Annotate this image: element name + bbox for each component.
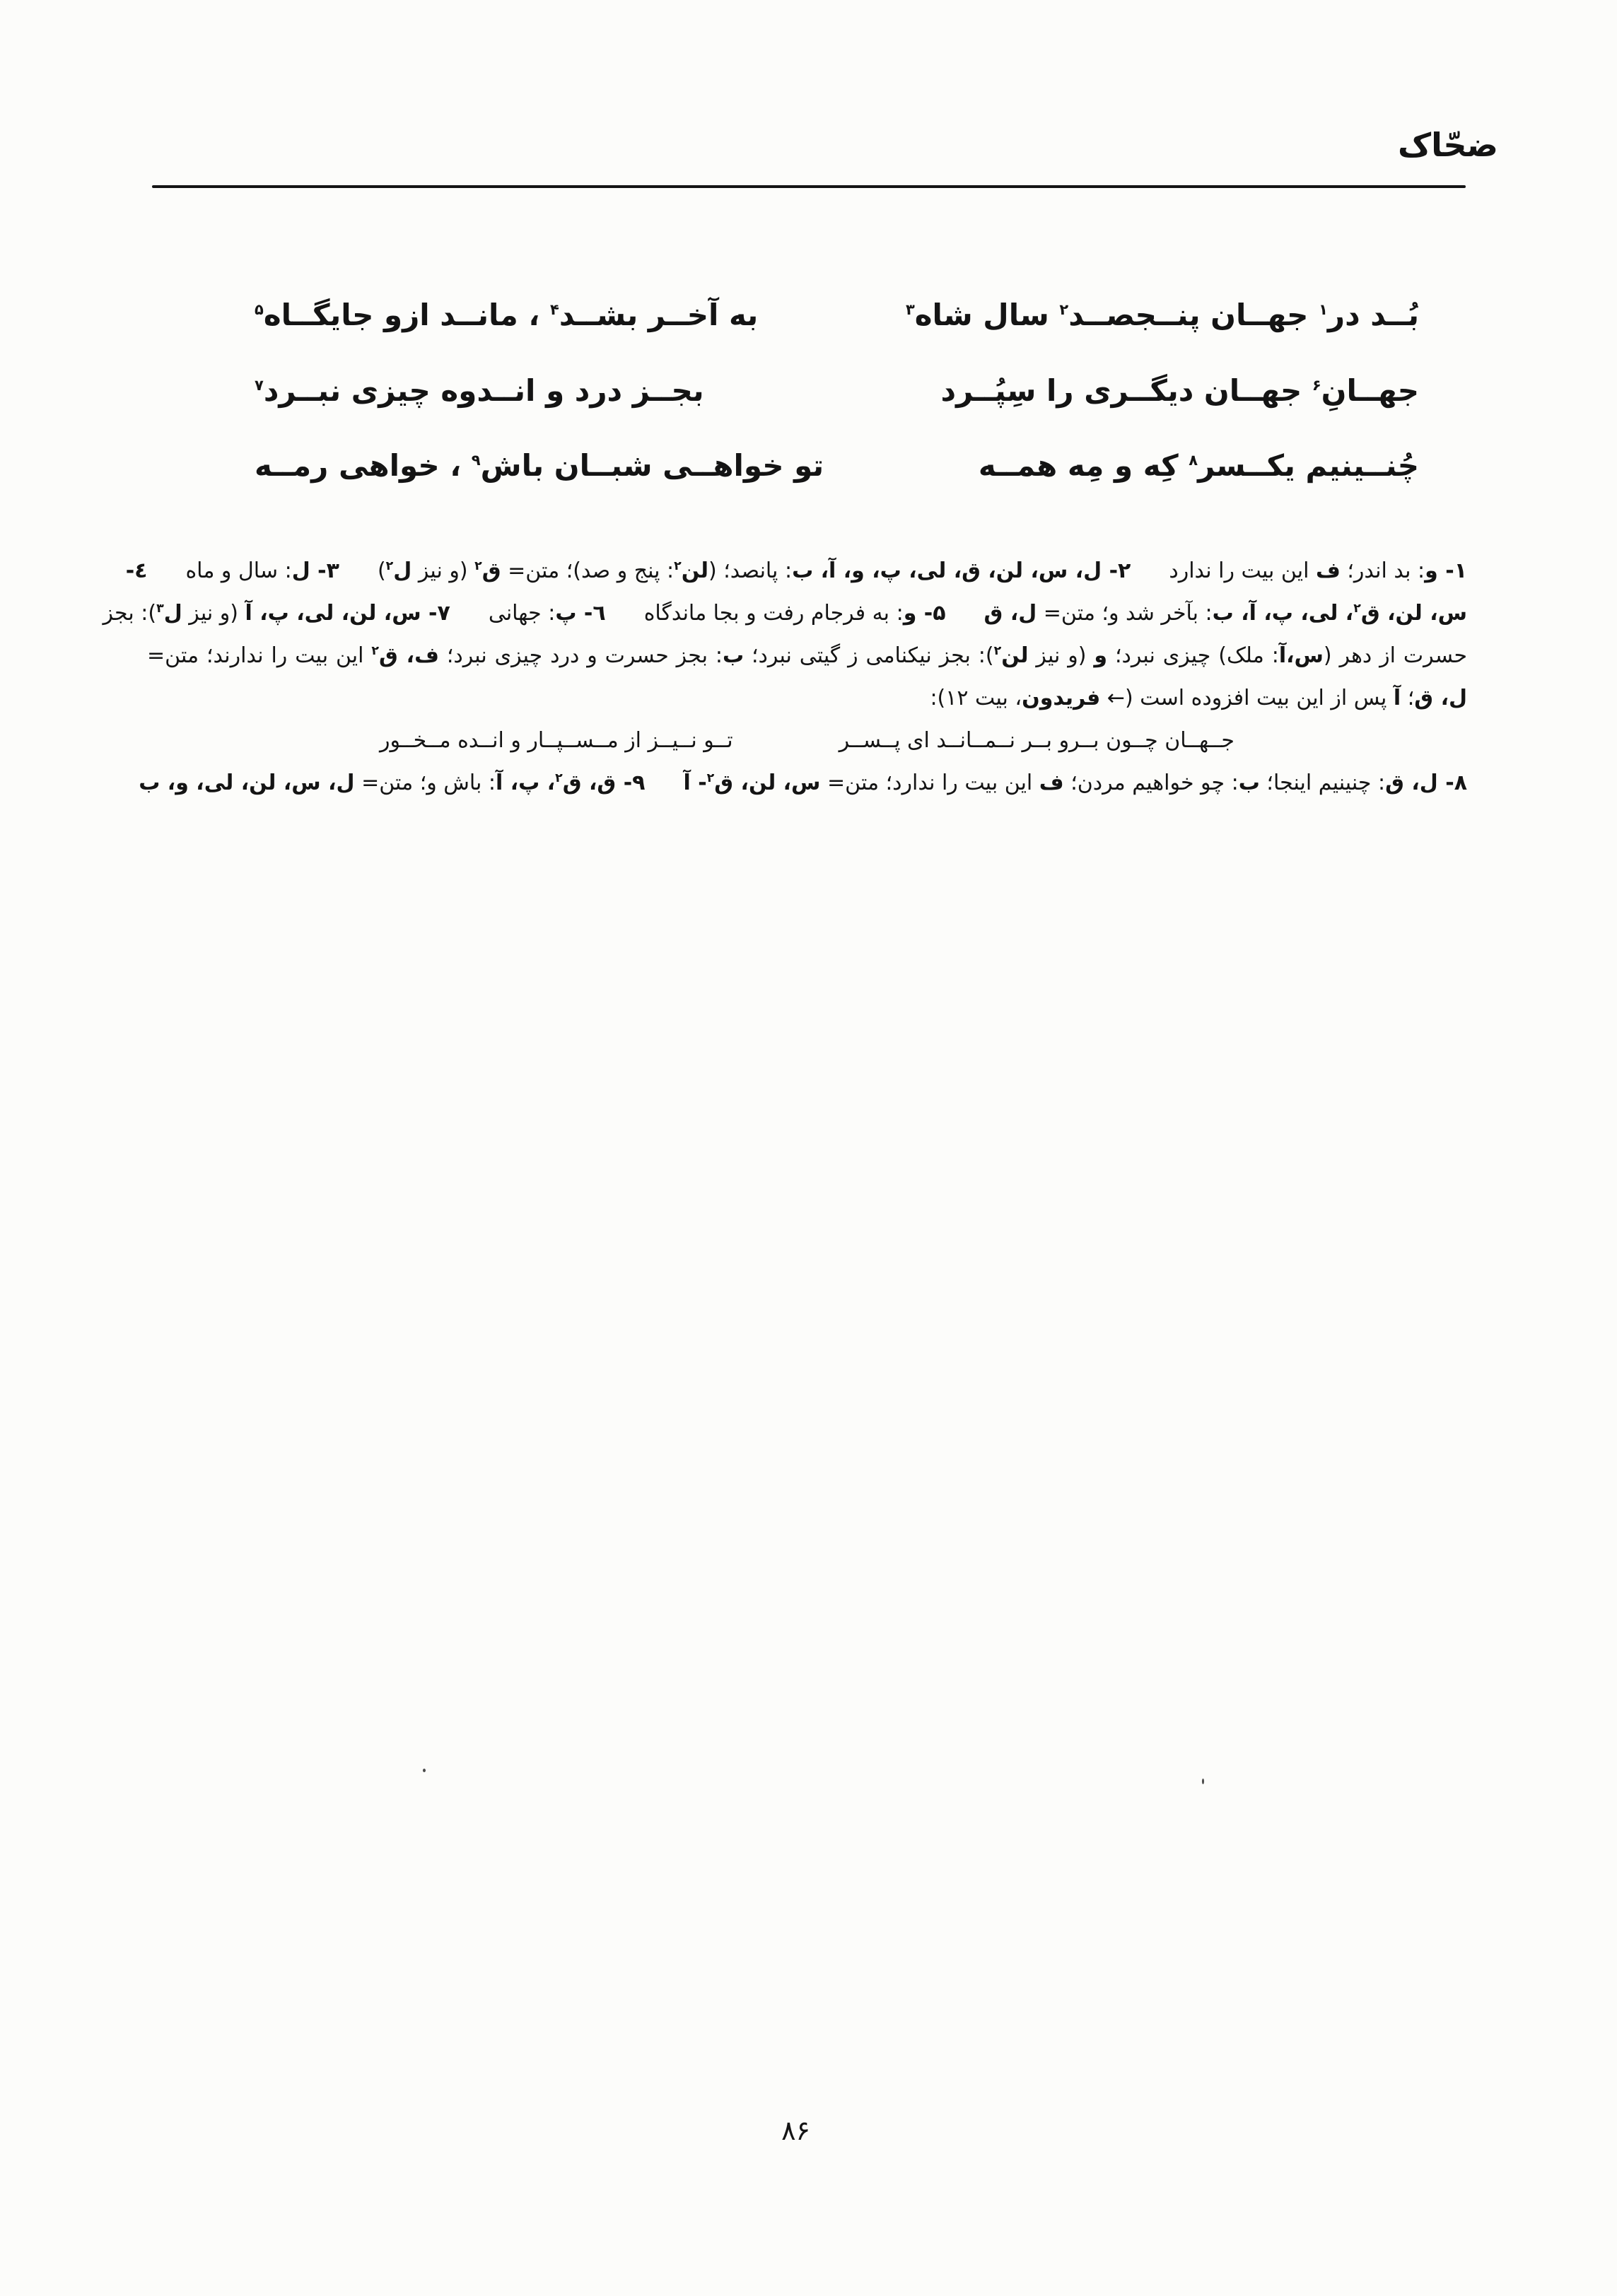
text-run: به آخــر بشــد xyxy=(559,298,759,332)
text-run: ٦- پ xyxy=(555,601,606,626)
text-run: پس از این بیت افزوده است (← xyxy=(1100,686,1394,710)
footnote-marker: ۲ xyxy=(706,771,715,785)
text-run: : بد اندر؛ xyxy=(1340,558,1425,583)
text-run: : چنینیم اینجا؛ xyxy=(1259,771,1386,795)
text-run: بجــز درد و انــدوه چیزی نبــرد xyxy=(263,373,704,408)
text-run: ل، ق xyxy=(1414,686,1467,710)
text-run: ف، ق xyxy=(379,643,439,668)
footnote-marker: ۲ xyxy=(674,559,682,573)
text-run: ل xyxy=(393,558,412,583)
cited-verse-line xyxy=(147,720,1467,762)
footnote-marker: ۵ xyxy=(255,301,264,318)
text-run: کِه و مِه همــه xyxy=(978,448,1189,483)
page-number xyxy=(0,2115,1617,2146)
footnote-marker: ۶ xyxy=(1312,376,1321,394)
footnote-marker: ۳ xyxy=(905,301,915,318)
text-run: بُــد در xyxy=(1327,298,1419,332)
verse-couplet xyxy=(255,297,1419,334)
text-run: تــو نــیــز از مــســپــار و انــده مــخــور xyxy=(380,728,733,753)
text-run: ، لی، پ، آ، ب xyxy=(1212,601,1354,626)
verse-couplet xyxy=(255,447,1419,485)
footnote-marker: ۳ xyxy=(156,602,164,616)
footnote-marker: ۲ xyxy=(474,559,482,573)
text-run: ل، س، لن، لی، و، ب xyxy=(139,771,355,795)
footnote-marker: ۲ xyxy=(1059,301,1069,318)
footnote-marker: ۱ xyxy=(1319,301,1328,318)
text-run: چُنــینیم یکــسر xyxy=(1198,448,1419,483)
text-run: ۹- ق، ق xyxy=(562,771,646,795)
text-run: این بیت را ندارند؛ متن= xyxy=(147,643,372,668)
text-run: ۱- و xyxy=(1425,558,1467,583)
footnote-marker: ۲ xyxy=(385,559,394,573)
page-number-value: ۸۶ xyxy=(781,2115,810,2146)
text-run: ق xyxy=(481,558,501,583)
text-run: : ملک) چیزی نبرد؛ xyxy=(1107,643,1279,668)
text-run: آ xyxy=(1393,686,1401,710)
footnote-marker: ۸ xyxy=(1189,452,1198,469)
text-run: ۲- ل، س، لن، ق، لی، پ، و، آ، ب xyxy=(792,558,1131,583)
text-run: حسرت از دهر ( xyxy=(1323,643,1468,668)
footnote-marker: ۲ xyxy=(1353,602,1361,616)
hemistich-left xyxy=(255,297,758,334)
text-run: : سال و ماه xyxy=(185,558,292,583)
text-run: : پانصد؛ ( xyxy=(708,558,793,583)
header-rule xyxy=(152,185,1466,188)
hemistich-left xyxy=(255,373,704,410)
text-run: : بآخر شد و؛ متن= xyxy=(1037,601,1213,626)
text-run: ، خواهی رمــه xyxy=(255,448,472,483)
hemistich-right xyxy=(941,373,1419,410)
footnotes-block xyxy=(103,550,1468,804)
text-run: ): بجز نیکنامی ز گیتی نبرد؛ xyxy=(744,643,994,668)
text-run: جهــانِ xyxy=(1321,373,1419,408)
footnote-marker: ۷ xyxy=(255,376,264,394)
text-run: : جهانی xyxy=(488,601,556,626)
hemistich-left xyxy=(255,447,824,485)
text-run: لن xyxy=(681,558,709,583)
text-run: جــهــان چــون بــرو بــر نــمــانــد ای پــســر xyxy=(839,728,1234,753)
text-run: ، مانــد ازو جایگــاه xyxy=(263,298,550,332)
text-run: ۷- س، لن، لی، پ، آ xyxy=(245,601,450,626)
text-run: ف xyxy=(1316,558,1341,583)
text-run: ) xyxy=(377,558,386,583)
text-run: ۸- ل، ق xyxy=(1385,771,1467,795)
ink-speck xyxy=(423,1769,426,1772)
text-run: (و نیز xyxy=(182,601,245,626)
hemistich-right xyxy=(906,297,1419,334)
text-run: و xyxy=(1094,643,1108,668)
footnote-line xyxy=(125,550,1467,592)
text-run: ف xyxy=(1039,771,1064,795)
text-run: (و نیز xyxy=(411,558,475,583)
text-run: : به فرجام رفت و بجا ماندگاه xyxy=(643,601,904,626)
verse-block xyxy=(255,297,1419,523)
text-run: ؛ xyxy=(1401,686,1415,710)
text-run: س،آ xyxy=(1278,643,1324,668)
text-run: ب xyxy=(1238,771,1260,795)
text-run: جهــان دیگــری را سِپُــرد xyxy=(940,373,1312,408)
footnote-line xyxy=(103,592,1467,635)
text-run: ۵- و xyxy=(903,601,946,626)
chapter-title: ضحّاک xyxy=(1398,126,1498,164)
footnote-marker: ۴ xyxy=(549,301,559,318)
hemistich-right xyxy=(979,447,1419,485)
text-run: ، پ، آ xyxy=(496,771,556,795)
text-run: : پنج و صد)؛ متن= xyxy=(501,558,675,583)
footnote-marker: ۹ xyxy=(471,452,481,469)
text-run: - آ xyxy=(683,771,707,795)
footnote-line xyxy=(147,635,1467,677)
text-run: جهــان پنــجصــد xyxy=(1068,298,1319,332)
footnote-line xyxy=(147,677,1467,720)
text-run: تو خواهــی شبــان باش xyxy=(480,448,824,483)
text-run: فریدون xyxy=(1022,686,1101,710)
footnote-marker: ۲ xyxy=(993,644,1002,658)
text-run: ): بجز xyxy=(103,601,157,626)
text-run: این بیت را ندارد xyxy=(1169,558,1316,583)
text-run: ، بیت ۱۲): xyxy=(930,686,1022,710)
text-run: س، لن، ق xyxy=(714,771,821,795)
text-run: ل، ق xyxy=(983,601,1037,626)
ink-speck xyxy=(1202,1779,1204,1784)
footnote-marker: ۲ xyxy=(371,644,380,658)
text-run: ۳- ل xyxy=(291,558,339,583)
text-run: (و نیز xyxy=(1028,643,1094,668)
text-run: سال شاه xyxy=(914,298,1060,332)
text-run: : چو خواهیم مردن؛ xyxy=(1063,771,1239,795)
text-run: س، لن، ق xyxy=(1360,601,1467,626)
text-run: لن xyxy=(1001,643,1029,668)
text-run: ٤- xyxy=(125,558,148,583)
footnote-marker: ۲ xyxy=(555,771,563,785)
footnote-line xyxy=(139,762,1467,804)
text-run: این بیت را ندارد؛ متن= xyxy=(820,771,1039,795)
text-run: ب xyxy=(722,643,745,668)
text-run: : بجز حسرت و درد چیزی نبرد؛ xyxy=(438,643,723,668)
verse-couplet xyxy=(255,373,1419,410)
text-run: ل xyxy=(163,601,182,626)
text-run: : باش و؛ متن= xyxy=(354,771,496,795)
